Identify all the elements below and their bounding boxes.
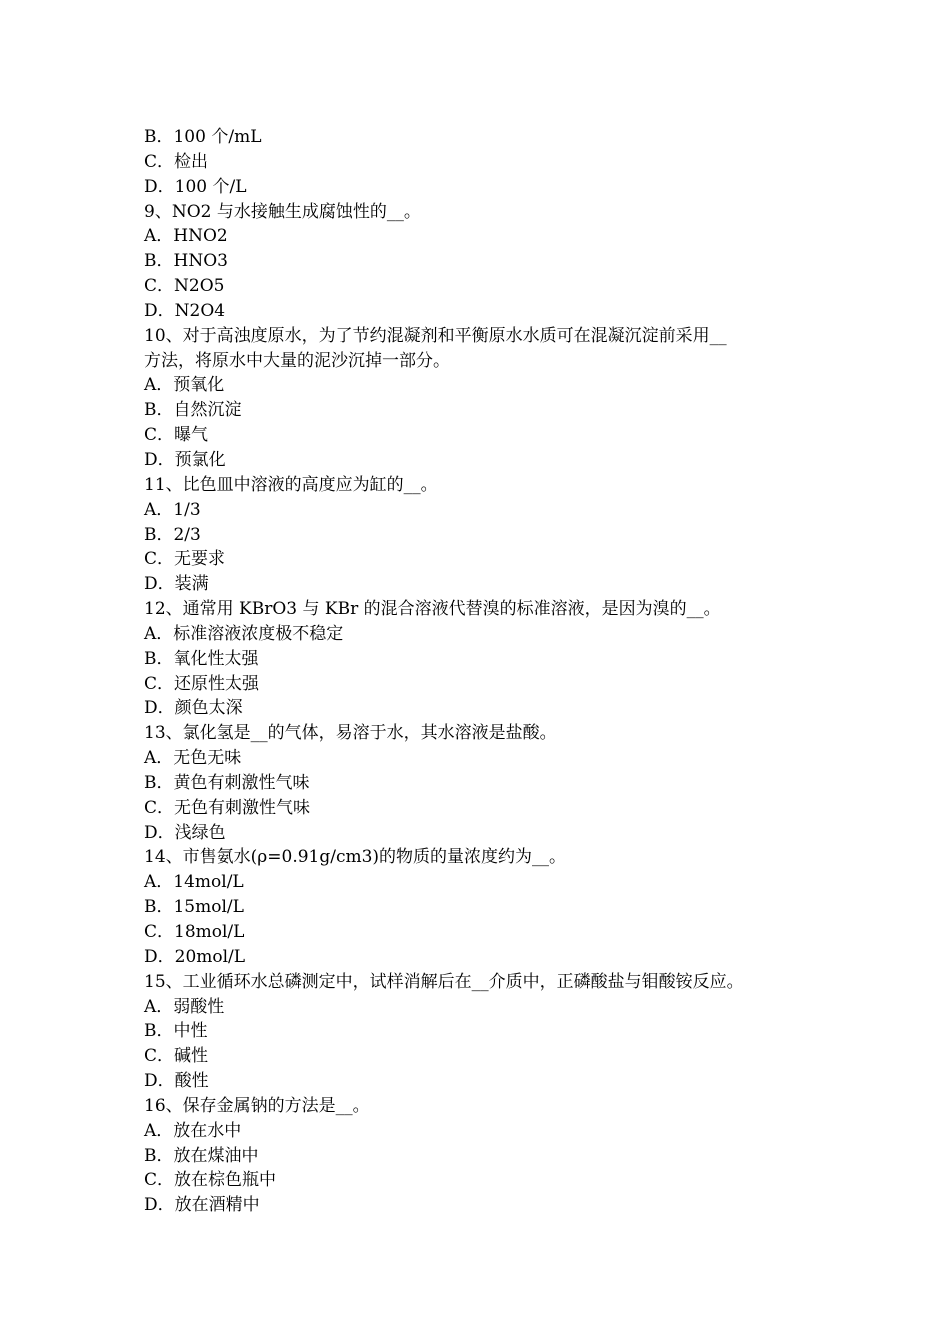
option-line: D．装满 (144, 574, 209, 595)
option-line: C．无要求 (144, 549, 226, 570)
option-line: C．碱性 (144, 1046, 209, 1067)
option-line: C．18mol/L (144, 922, 245, 942)
option-line: C．还原性太强 (144, 673, 260, 694)
option-line: B．15mol/L (144, 897, 244, 918)
option-line: A．放在水中 (144, 1120, 242, 1141)
option-line: D．N2O4 (144, 300, 226, 321)
option-line: B．100 个/mL (144, 127, 262, 147)
question-text-block (144, 125, 814, 1218)
option-line: C．检出 (144, 151, 209, 172)
option-line: C．曝气 (144, 425, 209, 446)
option-line: D．放在酒精中 (144, 1195, 260, 1216)
question-line: 12、通常用 KBrO3 与 KBr 的混合溶液代替溴的标准溶液，是因为溴的__。 (144, 599, 721, 620)
option-line: A．弱酸性 (144, 996, 225, 1017)
option-line: D．100 个/L (144, 176, 247, 197)
question-line-continued: 方法，将原水中大量的泥沙沉掉一部分。 (144, 350, 450, 371)
option-line: D．预氯化 (144, 449, 226, 470)
option-line: A．1/3 (144, 499, 201, 520)
question-line: 15、工业循环水总磷测定中，试样消解后在__介质中，正磷酸盐与钼酸铵反应。 (144, 971, 744, 992)
question-line: 14、市售氨水(ρ=0.91g/cm3)的物质的量浓度约为__。 (144, 847, 567, 868)
option-line: A．预氧化 (144, 375, 225, 396)
option-line: B．中性 (144, 1021, 208, 1042)
option-line: D．浅绿色 (144, 822, 226, 843)
option-line: B．放在煤油中 (144, 1145, 259, 1166)
option-line: A．无色无味 (144, 748, 242, 769)
option-line: A．HNO2 (144, 226, 228, 247)
option-line: B．黄色有刺激性气味 (144, 772, 310, 793)
option-line: C．放在棕色瓶中 (144, 1170, 277, 1191)
option-line: D．颜色太深 (144, 698, 243, 719)
option-line: D．酸性 (144, 1071, 209, 1092)
question-line: 9、NO2 与水接触生成腐蚀性的__。 (144, 201, 421, 222)
question-line: 13、氯化氢是__的气体，易溶于水，其水溶液是盐酸。 (144, 723, 557, 744)
question-line: 10、对于高浊度原水，为了节约混凝剂和平衡原水水质可在混凝沉淀前采用__ (144, 325, 727, 346)
option-line: D．20mol/L (144, 946, 246, 967)
question-line: 11、比色皿中溶液的高度应为缸的__。 (144, 474, 438, 495)
question-line: 16、保存金属钠的方法是__。 (144, 1095, 370, 1116)
option-line: C．无色有刺激性气味 (144, 797, 311, 818)
option-line: A．14mol/L (144, 872, 244, 893)
option-line: C．N2O5 (144, 276, 225, 297)
option-line: B．2/3 (144, 524, 201, 545)
option-line: B．自然沉淀 (144, 400, 242, 421)
option-line: A．标准溶液浓度极不稳定 (144, 623, 344, 644)
option-line: B．HNO3 (144, 251, 228, 272)
option-line: B．氧化性太强 (144, 648, 259, 669)
